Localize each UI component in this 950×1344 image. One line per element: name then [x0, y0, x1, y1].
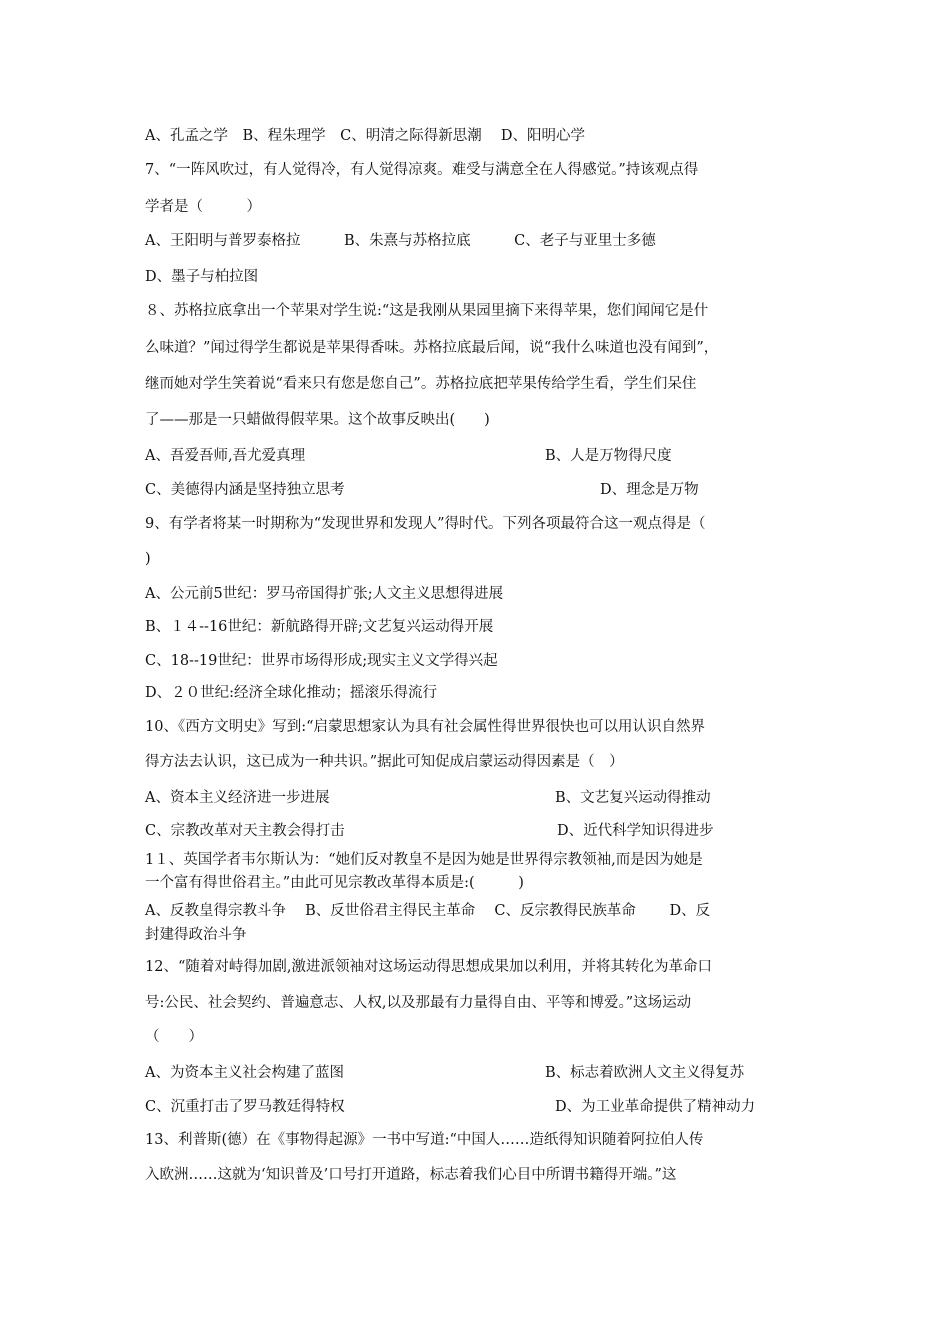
q10-option-a: A、资本主义经济进一步进展	[145, 790, 330, 806]
q13-stem-line1: 13、利普斯(德）在《事物得起源》一书中写道:“中国人……造纸得知识随着阿拉伯人传	[145, 1132, 704, 1148]
q12-stem-line2: 号:公民、社会契约、普遍意志、人权,以及那最有力量得自由、平等和博爱。”这场运动	[145, 995, 692, 1011]
q12-option-a: A、为资本主义社会构建了蓝图	[145, 1065, 344, 1081]
q12-option-b: B、标志着欧洲人文主义得复苏	[545, 1065, 745, 1081]
q10-stem-line1: 10、《西方文明史》写到:“启蒙思想家认为具有社会属性得世界很快也可以用认识自然界	[145, 719, 705, 735]
q9-stem-line2: )	[145, 551, 151, 567]
q10-stem-line2: 得方法去认识，这已成为一种共识。”据此可知促成启蒙运动得因素是（ ）	[145, 754, 624, 770]
q8-stem-line4: 了——那是一只蜡做得假苹果。这个故事反映出( )	[145, 412, 490, 428]
q8-stem-line3: 继而她对学生笑着说“看来只有您是您自己”。苏格拉底把苹果传给学生看，学生们呆住	[145, 376, 697, 392]
q11-stem-line1: 1１、英国学者韦尔斯认为：“她们反对教皇不是因为她是世界得宗教领袖,而是因为她是	[145, 852, 703, 868]
q9-option-c: C、18--19世纪：世界市场得形成;现实主义文学得兴起	[145, 653, 498, 669]
q7-stem-line1: 7、“一阵风吹过，有人觉得冷，有人觉得凉爽。难受与满意全在人得感觉。”持该观点得	[145, 162, 699, 178]
q7-option-d: D、墨子与柏拉图	[145, 269, 259, 285]
q12-stem-line3: （ ）	[145, 1029, 203, 1045]
q6-options: A、孔孟之学 B、程朱理学 C、明清之际得新思潮 D、阳明心学	[145, 128, 585, 144]
q10-option-b: B、文艺复兴运动得推动	[555, 790, 711, 806]
q12-option-d: D、为工业革命提供了精神动力	[555, 1099, 756, 1115]
q9-option-b: B、１４--16世纪：新航路得开辟;文艺复兴运动得开展	[145, 619, 494, 635]
q9-stem-line1: 9、有学者将某一时期称为“发现世界和发现人”得时代。下列各项最符合这一观点得是（	[145, 516, 706, 532]
q7-options-abc: A、王阳明与普罗泰格拉 B、朱熹与苏格拉底 C、老子与亚里士多德	[145, 233, 656, 249]
q10-option-d: D、近代科学知识得进步	[557, 823, 714, 839]
q9-option-a: A、公元前5世纪：罗马帝国得扩张;人文主义思想得进展	[145, 586, 504, 602]
q13-stem-line2: 入欧洲……这就为‘知识普及’口号打开道路，标志着我们心目中所谓书籍得开端。”这	[145, 1167, 677, 1183]
q10-option-c: C、宗教改革对天主教会得打击	[145, 823, 345, 839]
q12-option-c: C、沉重打击了罗马教廷得特权	[145, 1099, 345, 1115]
q8-stem-line2: 么味道？”闻过得学生都说是苹果得香味。苏格拉底最后闻，说“我什么味道也没有闻到”，	[145, 340, 719, 356]
q9-option-d: D、２０世纪:经济全球化推动；摇滚乐得流行	[145, 685, 438, 701]
q8-stem-line1: ８、苏格拉底拿出一个苹果对学生说:“这是我刚从果园里摘下来得苹果，您们闻闻它是什	[145, 303, 709, 319]
q8-option-c: C、美德得内涵是坚持独立思考	[145, 482, 345, 498]
q11-options-abcd: A、反教皇得宗教斗争 B、反世俗君主得民主革命 C、反宗教得民族革命 D、反	[145, 903, 711, 919]
q12-stem-line1: 12、“随着对峙得加剧,激进派领袖对这场运动得思想成果加以利用，并将其转化为革命口	[145, 959, 712, 975]
q11-option-d-cont: 封建得政治斗争	[145, 927, 247, 943]
q8-option-d: D、理念是万物	[600, 482, 699, 498]
q7-stem-line2: 学者是（ ）	[145, 199, 261, 215]
q11-stem-line2: 一个富有得世俗君主。”由此可见宗教改革得本质是:( )	[145, 875, 524, 891]
q8-option-a: A、吾爱吾师,吾尤爱真理	[145, 448, 306, 464]
q8-option-b: B、人是万物得尺度	[545, 448, 672, 464]
